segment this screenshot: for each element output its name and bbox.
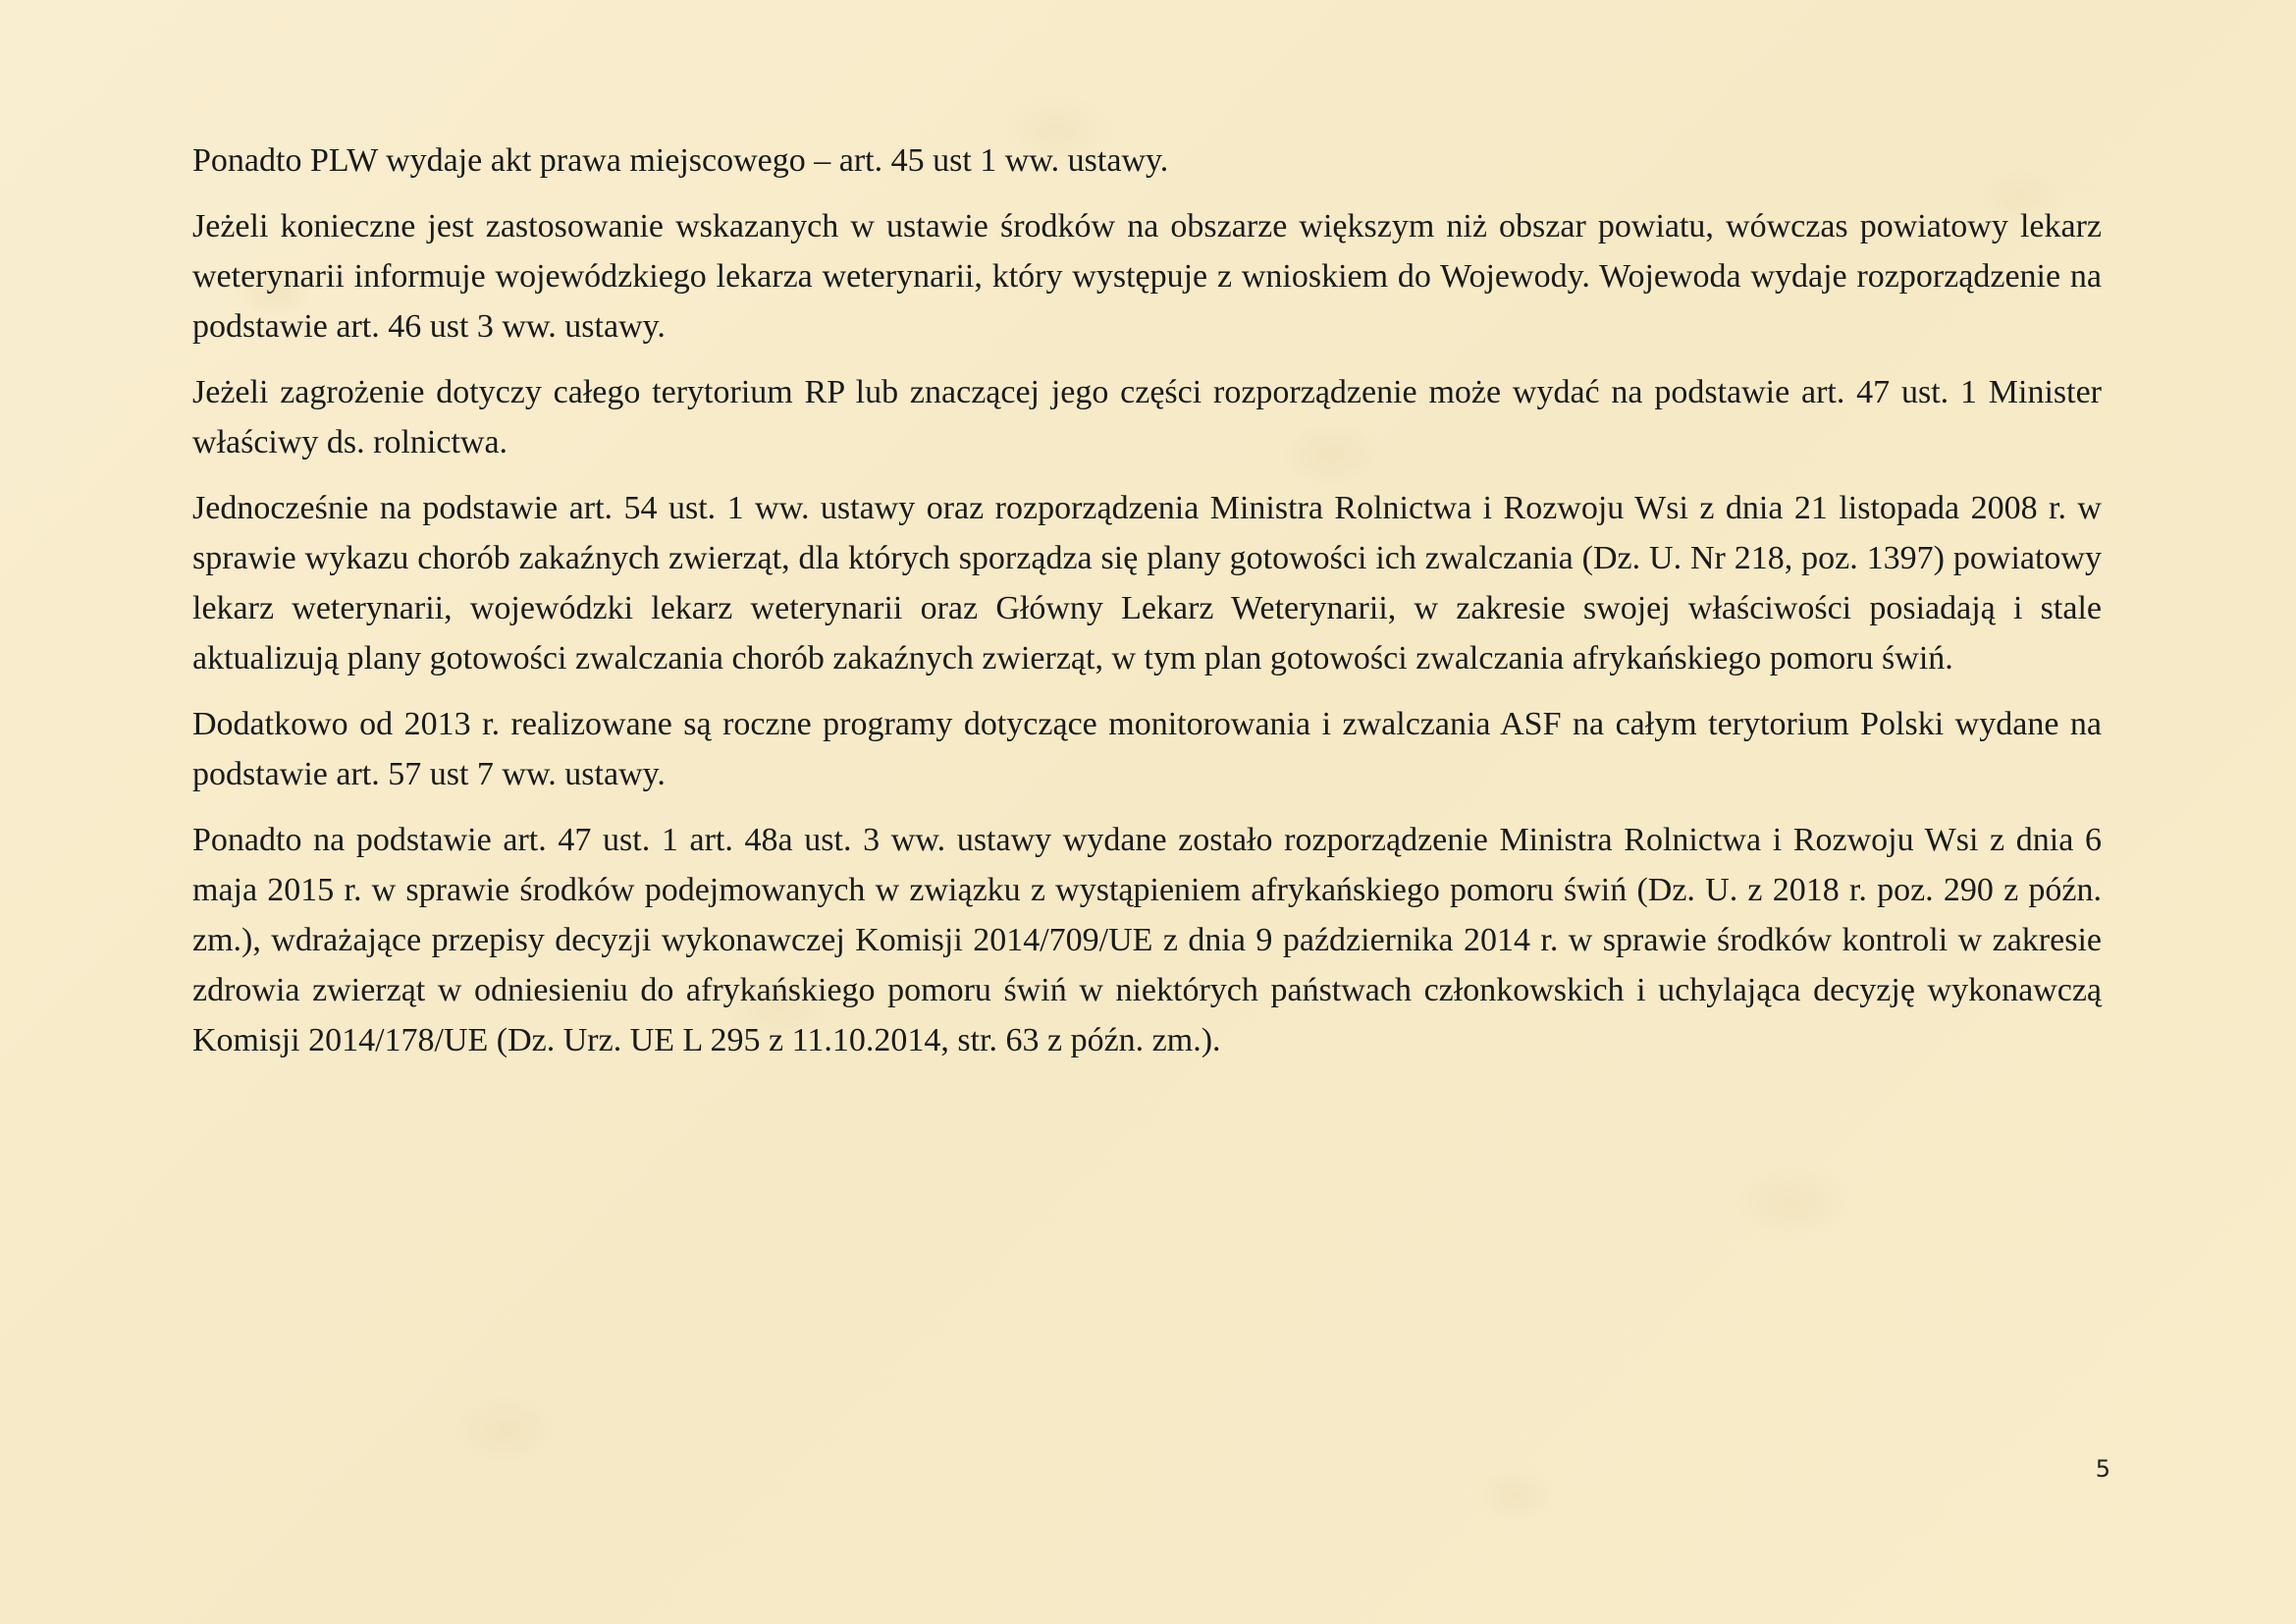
document-body [192, 135, 2102, 1081]
paragraph-plw-local-law: Ponadto PLW wydaje akt prawa miejscowego – art. 45 ust 1 ww. ustawy. [192, 142, 1169, 179]
paragraph-annual-programs: Dodatkowo od 2013 r. realizowane są roczne programy dotyczące monitorowania i zwalczania ASF na całym terytorium Polski wydane na podstawie art. 57 ust 7 ww. ustawy. [192, 706, 2102, 792]
paragraph-contingency-plans: Jednocześnie na podstawie art. 54 ust. 1 ww. ustawy oraz rozporządzenia Ministra Rolnictwa i Rozwoju Wsi z dnia 21 listopada 2008 r. w sprawie wykazu chorób zakaźnych zwierząt, dla których sporządza się plany gotowości ich zwalczania (Dz. U. Nr 218, poz. 1397) powiatowy lekarz weterynarii, wojewódzki lekarz weterynarii oraz Główny Lekarz Weterynarii, w zakresie swojej właściwości posiadają i stale aktualizują plany gotowości zwalczania chorób zakaźnych zwierząt, w tym plan gotowości zwalczania afrykańskiego pomoru świń. [192, 490, 2102, 677]
page-number: 5 [2095, 1455, 2110, 1483]
paragraph-asf-regulation: Ponadto na podstawie art. 47 ust. 1 art. 48a ust. 3 ww. ustawy wydane zostało rozporządzenie Ministra Rolnictwa i Rozwoju Wsi z dnia 6 maja 2015 r. w sprawie środków podejmowanych w związku z wystąpieniem afrykańskiego pomoru świń (Dz. U. z 2018 r. poz. 290 z późn. zm.), wdrażające przepisy decyzji wykonawczej Komisji 2014/709/UE z dnia 9 października 2014 r. w sprawie środków kontroli w zakresie zdrowia zwierząt w odniesieniu do afrykańskiego pomoru świń w niektórych państwach członkowskich i uchylająca decyzję wykonawczą Komisji 2014/178/UE (Dz. Urz. UE L 295 z 11.10.2014, str. 63 z późn. zm.). [192, 822, 2102, 1058]
paragraph-voivode-regulation: Jeżeli konieczne jest zastosowanie wskazanych w ustawie środków na obszarze większym niż obszar powiatu, wówczas powiatowy lekarz weterynarii informuje wojewódzkiego lekarza weterynarii, który występuje z wnioskiem do Wojewody. Wojewoda wydaje rozporządzenie na podstawie art. 46 ust 3 ww. ustawy. [192, 208, 2102, 345]
paragraph-minister-regulation: Jeżeli zagrożenie dotyczy całego terytorium RP lub znaczącej jego części rozporządzenie może wydać na podstawie art. 47 ust. 1 Minister właściwy ds. rolnictwa. [192, 374, 2102, 460]
